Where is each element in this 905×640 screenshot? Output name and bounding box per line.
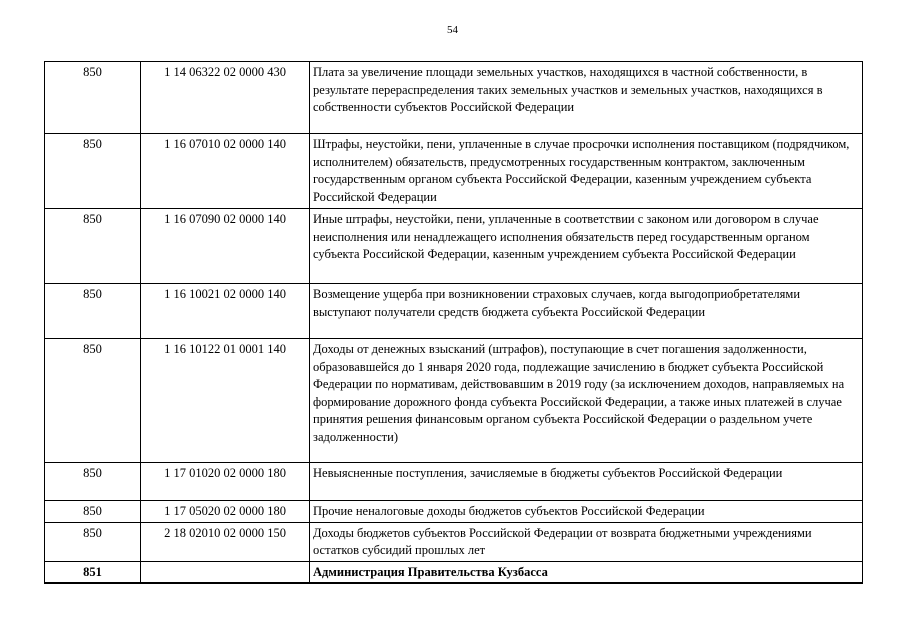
table-row: [45, 522, 863, 561]
administrator-header-row: [45, 561, 863, 583]
revenue-code-cell: 1 16 07010 02 0000 140: [141, 134, 310, 209]
admin-code-cell: 850: [45, 522, 141, 561]
revenue-code-cell: 1 14 06322 02 0000 430: [141, 62, 310, 134]
revenue-code-cell: 2 18 02010 02 0000 150: [141, 522, 310, 561]
table-row: [45, 339, 863, 463]
table-row: [45, 501, 863, 523]
description-cell: Плата за увеличение площади земельных участков, находящихся в частной собственности, в результате перераспределения таких земельных участков и земельных участков, находящихся в собственности субъектов Российской Федерации: [310, 62, 863, 134]
admin-code-cell: 850: [45, 463, 141, 501]
table-row: [45, 209, 863, 284]
admin-code-cell: 850: [45, 134, 141, 209]
revenue-code-cell: 1 16 10122 01 0001 140: [141, 339, 310, 463]
description-cell: Штрафы, неустойки, пени, уплаченные в случае просрочки исполнения поставщиком (подрядчиком, исполнителем) обязательств, предусмотренных государственным контрактом, заключенным государственным органом субъекта Российской Федерации, казенным учреждением субъекта Российской Федерации: [310, 134, 863, 209]
revenue-code-cell: 1 16 10021 02 0000 140: [141, 284, 310, 339]
administrator-name-cell: Администрация Правительства Кузбасса: [310, 561, 863, 583]
admin-code-cell: 851: [45, 561, 141, 583]
description-cell: Иные штрафы, неустойки, пени, уплаченные в соответствии с законом или договором в случае неисполнения или ненадлежащего исполнения обязательств перед государственным органом субъекта Российской Федерации, казенным учреждением субъекта Российской Федерации: [310, 209, 863, 284]
admin-code-cell: 850: [45, 62, 141, 134]
description-cell: Доходы от денежных взысканий (штрафов), поступающие в счет погашения задолженности, образовавшейся до 1 января 2020 года, подлежащие зачислению в бюджет субъекта Российской Федерации по нормативам, действовавшим в 2019 году (за исключением доходов, направляемых на формирование дорожного фонда субъекта Российской Федерации, а также иных платежей в случае принятия решения финансовым органом субъекта Российской Федерации о раздельном учете задолженности): [310, 339, 863, 463]
description-cell: Невыясненные поступления, зачисляемые в бюджеты субъектов Российской Федерации: [310, 463, 863, 501]
admin-code-cell: 850: [45, 501, 141, 523]
admin-code-cell: 850: [45, 209, 141, 284]
revenue-codes-table: [44, 61, 863, 584]
page-number: 54: [447, 24, 458, 36]
admin-code-cell: 850: [45, 339, 141, 463]
table-row: [45, 284, 863, 339]
description-cell: Доходы бюджетов субъектов Российской Федерации от возврата бюджетными учреждениями остатков субсидий прошлых лет: [310, 522, 863, 561]
table-row: [45, 463, 863, 501]
revenue-code-cell: [141, 561, 310, 583]
revenue-code-cell: 1 17 05020 02 0000 180: [141, 501, 310, 523]
table-row: [45, 62, 863, 134]
description-cell: Прочие неналоговые доходы бюджетов субъектов Российской Федерации: [310, 501, 863, 523]
revenue-code-cell: 1 16 07090 02 0000 140: [141, 209, 310, 284]
admin-code-cell: 850: [45, 284, 141, 339]
description-cell: Возмещение ущерба при возникновении страховых случаев, когда выгодоприобретателями выступают получатели средств бюджета субъекта Российской Федерации: [310, 284, 863, 339]
revenue-code-cell: 1 17 01020 02 0000 180: [141, 463, 310, 501]
table-row: [45, 134, 863, 209]
